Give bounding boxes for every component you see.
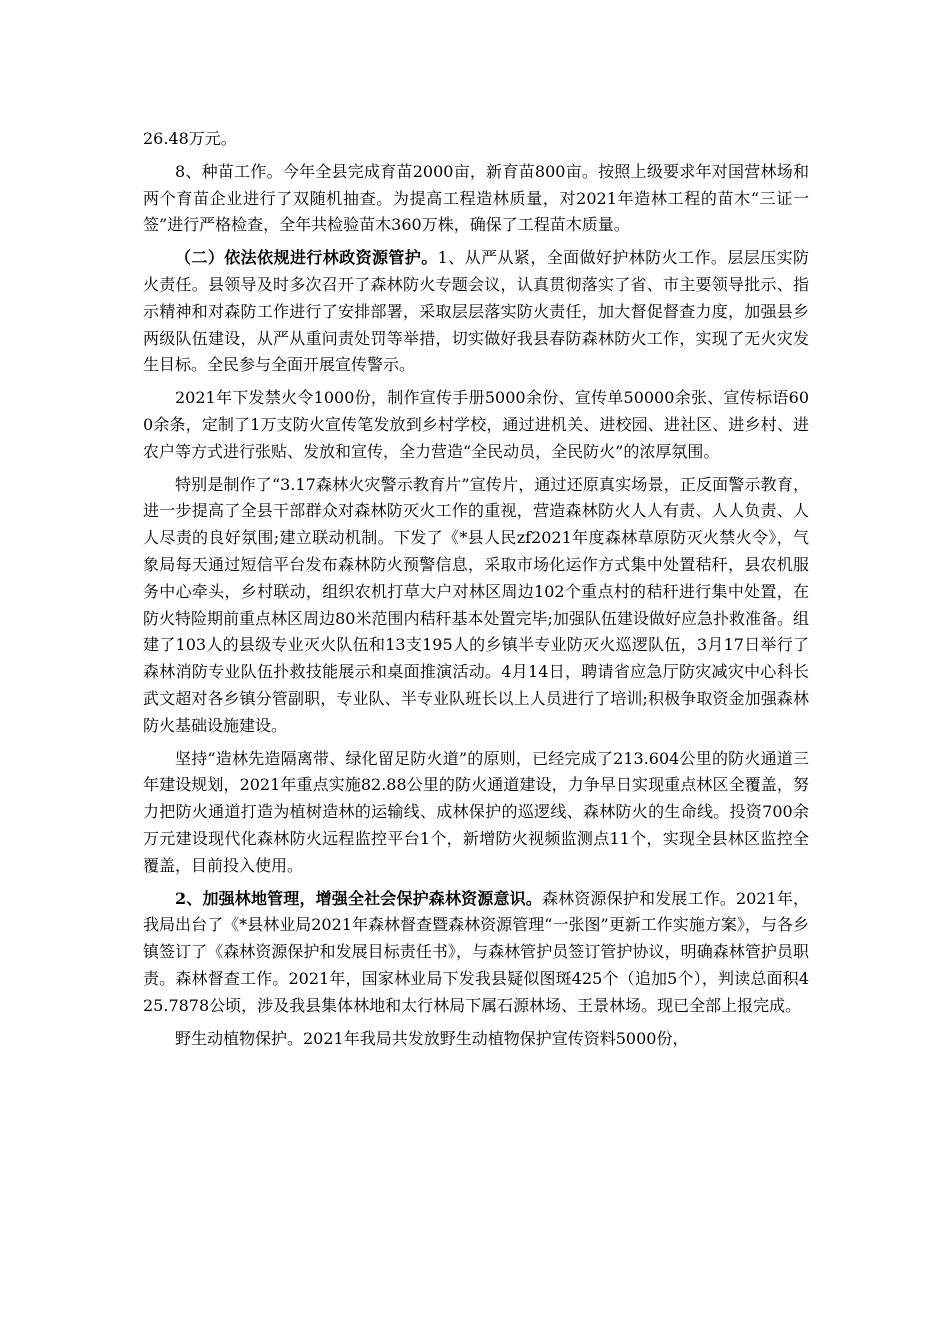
paragraph-7-land-management	[143, 886, 809, 1020]
paragraph-5-text: 特别是制作了“3.17森林火灾警示教育片”宣传片，通过还原真实场景，正反面警示教育，进一步提高了全县干部群众对森林防灭火工作的重视，营造森林防火人人有责、人人负责、人人尽责的良好氛围;建立联动机制。下发了《*县人民zf2021年度森林草原防灭火禁火令》，气象局每天通过短信平台发布森林防火预警信息，采取市场化运作方式集中处置秸秆，县农机服务中心牵头，乡村联动，组织农机打草大户对林区周边102个重点村的秸秆进行集中处置，在防火特险期前重点林区周边80米范围内秸秆基本处置完毕;加强队伍建设做好应急扑救准备。组建了103人的县级专业灭火队伍和13支195人的乡镇半专业防灭火巡逻队伍，3月17日举行了森林消防专业队伍扑救技能展示和桌面推演活动。4月14日，聘请省应急厅防灾减灾中心科长武文超对各乡镇分管副职，专业队、半专业队班长以上人员进行了培训;积极争取资金加强森林防火基础设施建设。	[143, 474, 809, 735]
paragraph-6-text: 坚持“造林先造隔离带、绿化留足防火道”的原则，已经完成了213.604公里的防火通道三年建设规划，2021年重点实施82.88公里的防火通道建设，力争早日实现重点林区全覆盖，努力把防火通道打造为植树造林的运输线、成林保护的巡逻线、森林防火的生命线。投资700余万元建设现代化森林防火远程监控平台1个，新增防火视频监测点11个，实现全县林区监控全覆盖，目前投入使用。	[143, 748, 809, 875]
document-page	[143, 126, 809, 1052]
paragraph-4-text: 2021年下发禁火令1000份，制作宣传手册5000余份、宣传单50000余张、宣传标语600余条，定制了1万支防火宣传笔发放到乡村学校，通过进机关、进校园、进社区、进乡村、进农户等方式进行张贴、发放和宣传，全力营造“全民动员，全民防火”的浓厚氛围。	[143, 388, 809, 461]
paragraph-8-text: 野生动植物保护。2021年我局共发放野生动植物保护宣传资料5000份，	[175, 1028, 689, 1048]
paragraph-8-wildlife	[143, 1026, 809, 1053]
paragraph-2-seedlings	[143, 159, 809, 239]
section-heading-2: （二）依法依规进行林政资源管护。	[175, 248, 438, 268]
paragraph-1	[143, 126, 809, 153]
paragraph-1-text: 26.48万元。	[143, 129, 237, 148]
paragraph-3-text: 1、从严从紧，全面做好护林防火工作。层层压实防火责任。县领导及时多次召开了森林防火专题会议，认真贯彻落实了省、市主要领导批示、指示精神和对森防工作进行了安排部署，采取层层落实防火责任，加大督促督查力度，加强县乡两级队伍建设，从严从重问责处罚等举措，切实做好我县春防森林防火工作，实现了无火灾发生目标。全民参与全面开展宣传警示。	[143, 248, 809, 375]
paragraph-6-firebreaks	[143, 746, 809, 880]
paragraph-3-forest-management	[143, 245, 809, 379]
paragraph-5-warning-education	[143, 472, 809, 740]
paragraph-7-text: 森林资源保护和发展工作。2021年，我局出台了《*县林业局2021年森林督查暨森林资源管理“一张图”更新工作实施方案》，与各乡镇签订了《森林资源保护和发展目标责任书》，与森林管护员签订管护协议，明确森林管护员职责。森林督查工作。2021年，国家林业局下发我县疑似图斑425个（追加5个），判读总面积425.7878公顷，涉及我县集体林地和太行林局下属石源林场、王景林场。现已全部上报完成。	[143, 888, 809, 1015]
paragraph-2-text: 8、种苗工作。今年全县完成育苗2000亩，新育苗800亩。按照上级要求年对国营林场和两个育苗企业进行了双随机抽查。为提高工程造林质量，对2021年造林工程的苗木“三证一签”进行严格检查，全年共检验苗木360万株，确保了工程苗木质量。	[143, 161, 809, 235]
paragraph-4-publicity	[143, 385, 809, 465]
subsection-heading-2: 2、加强林地管理，增强全社会保护森林资源意识。	[175, 888, 542, 908]
